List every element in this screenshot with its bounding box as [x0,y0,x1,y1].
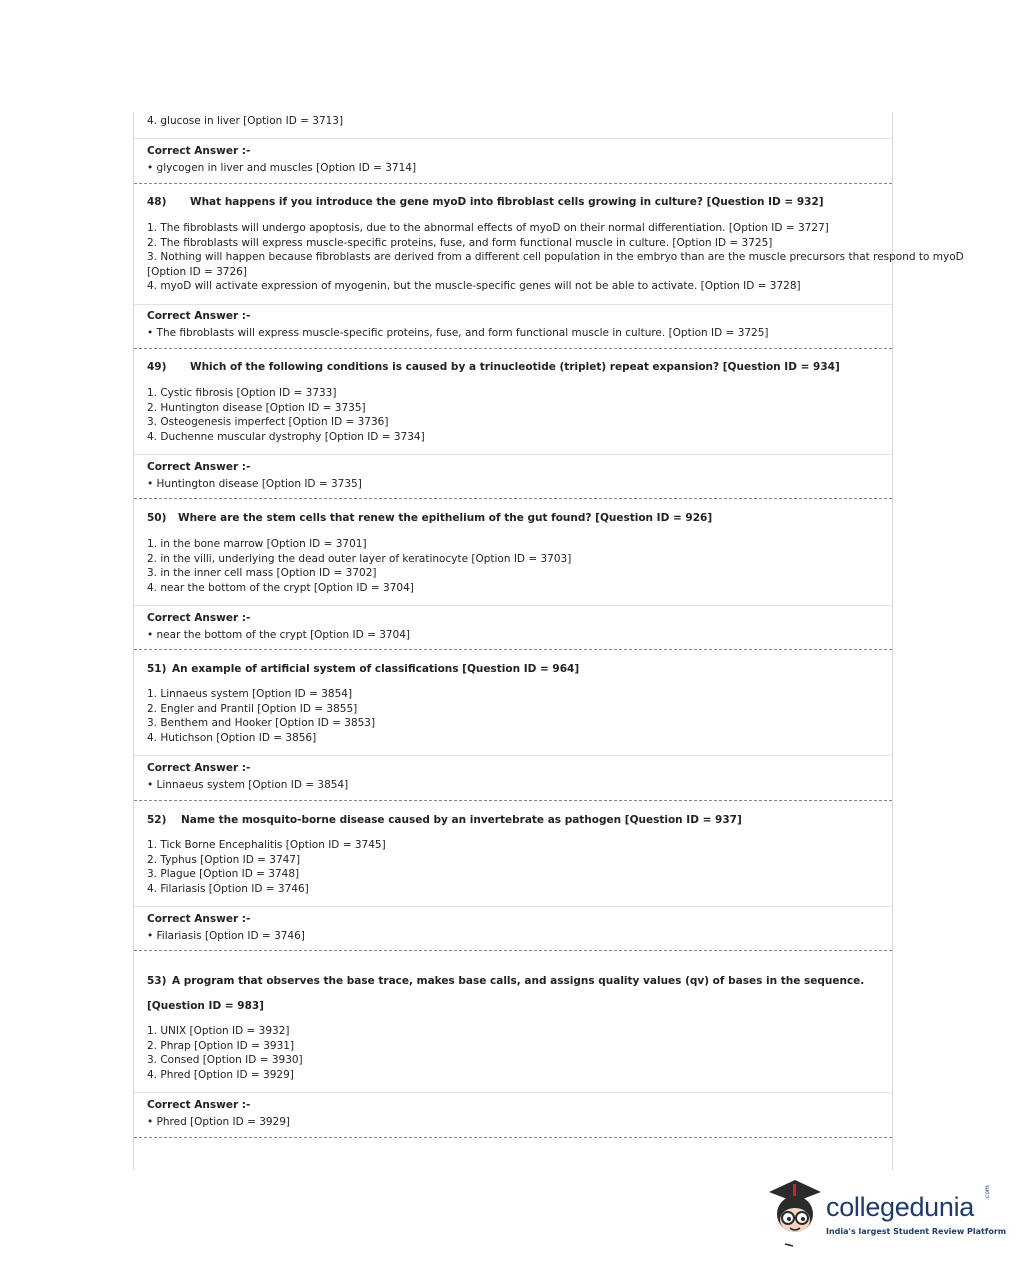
option-text: 1. UNIX [Option ID = 3932] [147,1025,290,1037]
option-text: 3. Consed [Option ID = 3930] [147,1054,303,1066]
question-number: 51) [147,663,167,675]
divider [134,906,892,907]
correct-answer-label: Correct Answer :- [147,461,251,473]
question-separator [134,800,892,801]
brand-domain: .com [984,1185,991,1200]
correct-answer-value: • Phred [Option ID = 3929] [147,1116,291,1128]
correct-answer-value: • The fibroblasts will express muscle-specific proteins, fuse, and form functional muscle in culture. [Option ID = 3725] [147,327,769,339]
option-text: 2. The fibroblasts will express muscle-specific proteins, fuse, and form functional muscle in culture. [Option ID = 3725] [147,237,773,249]
correct-answer-value: • glycogen in liver and muscles [Option ID = 3714] [147,162,417,174]
question-number: 50) [147,512,167,524]
question-number: 49) [147,361,167,373]
question-separator [134,348,892,349]
correct-answer-label: Correct Answer :- [147,310,251,322]
divider [134,1092,892,1093]
correct-answer-label: Correct Answer :- [147,762,251,774]
question-text: Which of the following conditions is caused by a trinucleotide (triplet) repeat expansion? [Question ID = 934] [190,361,840,373]
option-text: 2. Phrap [Option ID = 3931] [147,1040,295,1052]
question-separator [134,183,892,184]
correct-answer-value: • Linnaeus system [Option ID = 3854] [147,779,349,791]
question-text: Where are the stem cells that renew the epithelium of the gut found? [Question ID = 926] [178,512,713,524]
option-text: 3. Nothing will happen because fibroblasts are derived from a different cell population in the embryo than are the muscle precursors that respond to myoD [147,251,964,263]
brand-tagline: India's largest Student Review Platform [826,1227,1007,1236]
correct-answer-value: • near the bottom of the crypt [Option ID = 3704] [147,629,411,641]
question-separator [134,498,892,499]
option-text: 3. Osteogenesis imperfect [Option ID = 3736] [147,416,389,428]
correct-answer-label: Correct Answer :- [147,145,251,157]
divider [134,138,892,139]
option-text: 4. Duchenne muscular dystrophy [Option ID = 3734] [147,431,425,443]
divider [134,755,892,756]
question-separator [134,1137,892,1138]
option-text: 1. Tick Borne Encephalitis [Option ID = 3745] [147,839,386,851]
option-text: 1. Cystic fibrosis [Option ID = 3733] [147,387,337,399]
question-text: A program that observes the base trace, makes base calls, and assigns quality values (qv) of bases in the sequence. [172,975,865,987]
option-text: 2. Engler and Prantil [Option ID = 3855] [147,703,358,715]
option-text: 1. Linnaeus system [Option ID = 3854] [147,688,353,700]
question-text: Name the mosquito-borne disease caused by an invertebrate as pathogen [Question ID = 937] [181,814,742,826]
option-text: 3. Plague [Option ID = 3748] [147,868,300,880]
option-text: [Option ID = 3726] [147,266,247,278]
correct-answer-label: Correct Answer :- [147,913,251,925]
correct-answer-label: Correct Answer :- [147,612,251,624]
option-text: 1. in the bone marrow [Option ID = 3701] [147,538,367,550]
question-text: What happens if you introduce the gene myoD into fibroblast cells growing in culture? [Question ID = 932] [190,196,824,208]
divider [134,454,892,455]
option-text: 2. in the villi, underlying the dead outer layer of keratinocyte [Option ID = 3703] [147,553,572,565]
divider [134,605,892,606]
question-number: 52) [147,814,167,826]
correct-answer-value: • Filariasis [Option ID = 3746] [147,930,305,942]
question-text: An example of artificial system of classifications [Question ID = 964] [172,663,580,675]
question-separator [134,649,892,650]
option-text: 4. Phred [Option ID = 3929] [147,1069,294,1081]
option-text: 4. myoD will activate expression of myogenin, but the muscle-specific genes will not be able to activate. [Option ID = 3728] [147,280,801,292]
divider [134,304,892,305]
option-text: 4. glucose in liver [Option ID = 3713] [147,115,344,127]
question-number: 53) [147,975,167,987]
option-text: 4. Hutichson [Option ID = 3856] [147,732,317,744]
option-text: 4. near the bottom of the crypt [Option ID = 3704] [147,582,414,594]
correct-answer-label: Correct Answer :- [147,1099,251,1111]
answer-sheet [133,112,964,1170]
brand-name: collegedunia [826,1192,975,1222]
option-text: 4. Filariasis [Option ID = 3746] [147,883,309,895]
correct-answer-value: • Huntington disease [Option ID = 3735] [147,478,362,490]
question-separator [134,950,892,951]
option-text: 1. The fibroblasts will undergo apoptosis, due to the abnormal effects of myoD on their normal differentiation. [Option ID = 3727] [147,222,829,234]
question-number: 48) [147,196,167,208]
option-text: 2. Typhus [Option ID = 3747] [147,854,301,866]
option-text: 3. in the inner cell mass [Option ID = 3702] [147,567,377,579]
option-text: 2. Huntington disease [Option ID = 3735] [147,402,366,414]
option-text: 3. Benthem and Hooker [Option ID = 3853] [147,717,376,729]
question-id: [Question ID = 983] [147,1000,264,1012]
